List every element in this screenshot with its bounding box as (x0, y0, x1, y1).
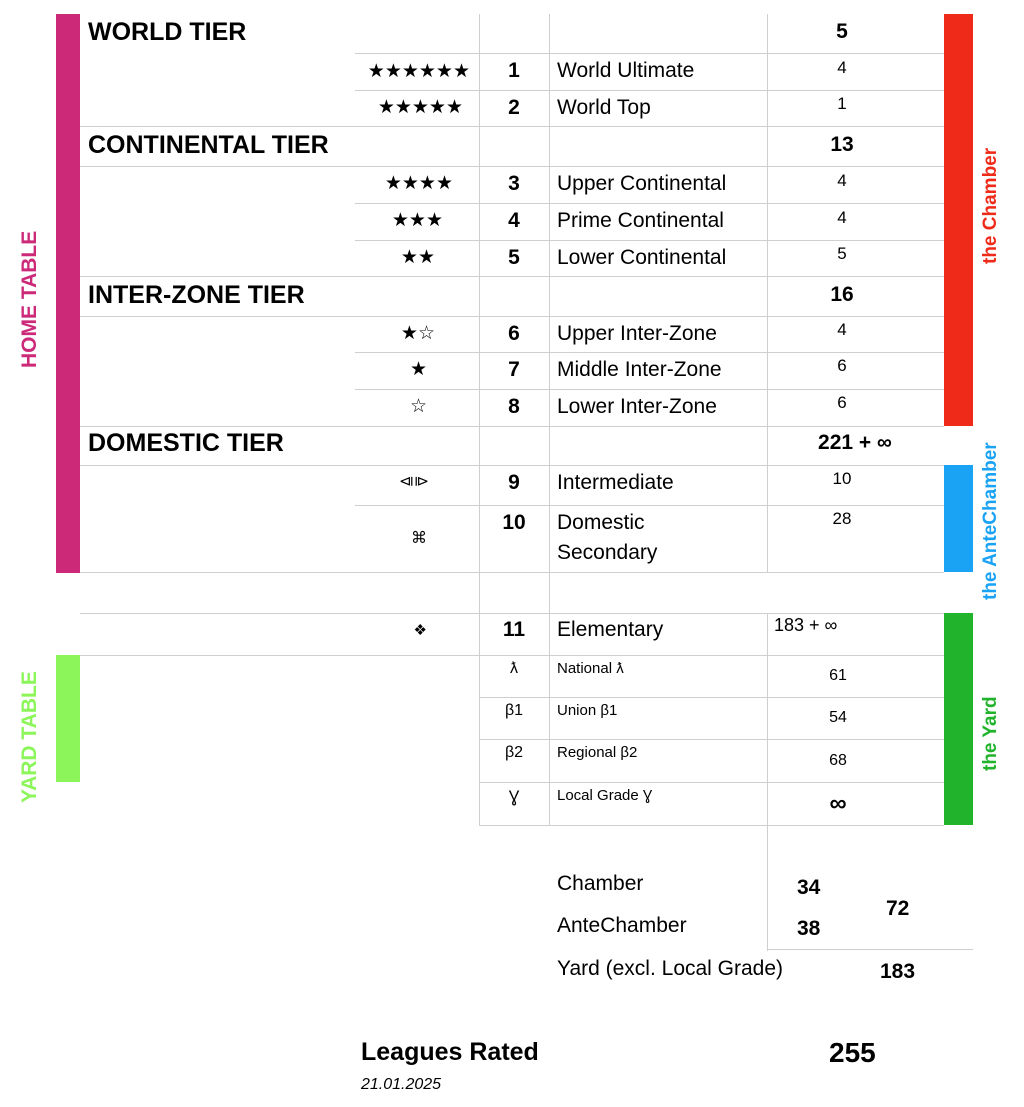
summary-yard-value: 183 (880, 960, 916, 983)
grid-hline (479, 825, 944, 826)
level-number: 2 (508, 96, 520, 119)
level-count: 4 (837, 58, 847, 77)
yard-table-label: YARD TABLE (18, 671, 41, 803)
grid-hline (80, 276, 944, 277)
yard-count: 54 (829, 709, 847, 726)
level-name: Elementary (557, 618, 664, 641)
level-count: 10 (832, 469, 852, 488)
grid-hline (355, 53, 944, 54)
grid-hline (355, 240, 944, 241)
yard-count: 61 (829, 667, 847, 684)
level-name: Upper Inter-Zone (557, 322, 717, 345)
level-number: 1 (508, 59, 520, 82)
level-number: 3 (508, 172, 520, 195)
level-count: 6 (837, 356, 847, 375)
grid-hline (80, 465, 944, 466)
yard-code: Ɣ (508, 787, 520, 806)
yard-count: 68 (829, 752, 847, 769)
tier-title: INTER-ZONE TIER (88, 281, 305, 309)
level-count: 1 (837, 94, 847, 113)
level-name: Intermediate (557, 471, 674, 494)
level-count: 4 (837, 171, 847, 190)
diamond-icon: ❖ (413, 622, 427, 639)
yard-name: Regional β2 (557, 744, 638, 761)
summary-chamber-value: 34 (797, 876, 821, 899)
grid-hline (355, 203, 944, 204)
tier-title: CONTINENTAL TIER (88, 131, 329, 159)
grid-hline (80, 316, 944, 317)
chamber-bar (944, 14, 973, 426)
level-number: 8 (508, 395, 520, 418)
level-count: 5 (837, 244, 847, 263)
tier-total: 13 (830, 133, 854, 156)
grid-hline (355, 505, 944, 506)
grid-hline (80, 166, 944, 167)
yard-name: Local Grade Ɣ (557, 787, 653, 804)
level-number: 7 (508, 358, 520, 381)
antechamber-label: the AnteChamber (980, 442, 1001, 600)
level-name-line1: Domestic (557, 511, 645, 534)
grid-hline (479, 739, 944, 740)
star-rating-icon: ★★★★ (384, 173, 453, 194)
grid-hline (80, 572, 944, 573)
yard-name: National ƛ (557, 660, 624, 677)
level-count: 6 (837, 393, 847, 412)
tier-total: 16 (830, 283, 854, 306)
level-name-line2: Secondary (557, 541, 658, 564)
level-count: 4 (837, 208, 847, 227)
grid-hline (479, 697, 944, 698)
grid-hline (355, 352, 944, 353)
grid-hline (479, 782, 944, 783)
level-number: 4 (508, 209, 520, 232)
star-rating-icon: ★★ (400, 247, 435, 268)
level-name: Lower Inter-Zone (557, 395, 717, 418)
star-rating-icon: ★ (409, 359, 427, 380)
grid-hline (80, 613, 944, 614)
star-rating-icon: ★★★ (391, 210, 443, 231)
level-name: Prime Continental (557, 209, 724, 232)
footer-date: 21.01.2025 (361, 1076, 442, 1093)
yard-table-bar (56, 655, 80, 782)
level-name: Upper Continental (557, 172, 727, 195)
yard-name: Union β1 (557, 702, 618, 719)
grid-hline (355, 90, 944, 91)
summary-yard-label: Yard (excl. Local Grade) (557, 957, 784, 980)
home-table-bar (56, 14, 80, 573)
summary-combined-value: 72 (886, 897, 910, 920)
star-rating-icon: ★★★★★ (377, 97, 463, 118)
level-count: 183 + ∞ (774, 615, 838, 635)
yard-bar (944, 613, 973, 825)
home-table-label: HOME TABLE (18, 230, 41, 368)
yard-count: ∞ (829, 790, 847, 817)
summary-chamber-label: Chamber (557, 872, 644, 895)
tier-title: WORLD TIER (88, 18, 247, 46)
grid-hline (80, 426, 944, 427)
star-rating-icon: ☆ (409, 396, 427, 417)
star-rating-icon: ★★★★★★ (367, 61, 470, 82)
grid-vline-num (549, 14, 550, 825)
leagues-rated-label: Leagues Rated (361, 1038, 539, 1066)
yard-code: ƛ (510, 660, 518, 677)
grid-hline (355, 389, 944, 390)
level-name: World Top (557, 96, 651, 119)
yard-code: β2 (504, 744, 524, 761)
summary-antechamber-label: AnteChamber (557, 914, 687, 937)
summary-antechamber-value: 38 (797, 917, 821, 940)
level-number: 6 (508, 322, 520, 345)
level-number: 5 (508, 246, 520, 269)
level-name: World Ultimate (557, 59, 695, 82)
yard-code: β1 (504, 702, 524, 719)
level-count: 28 (832, 509, 852, 528)
grid-hline (80, 126, 944, 127)
tier-total: 221 + ∞ (818, 431, 892, 454)
grid-hline (767, 949, 973, 950)
star-rating-icon: ★☆ (400, 323, 435, 344)
leagues-rated-total: 255 (829, 1037, 876, 1068)
grid-hline (80, 655, 944, 656)
level-name: Middle Inter-Zone (557, 358, 722, 381)
command-key-icon: ⌘ (411, 530, 427, 547)
level-count: 4 (837, 320, 847, 339)
tier-total: 5 (836, 20, 848, 43)
antechamber-bar (944, 465, 973, 572)
yard-label: the Yard (980, 696, 1001, 771)
level-number: 10 (502, 511, 526, 534)
intermediate-icon: ⧏⧐ (399, 473, 429, 490)
level-number: 11 (502, 618, 526, 641)
level-number: 9 (508, 471, 520, 494)
level-name: Lower Continental (557, 246, 727, 269)
tier-title: DOMESTIC TIER (88, 429, 284, 457)
chamber-label: the Chamber (980, 147, 1001, 264)
